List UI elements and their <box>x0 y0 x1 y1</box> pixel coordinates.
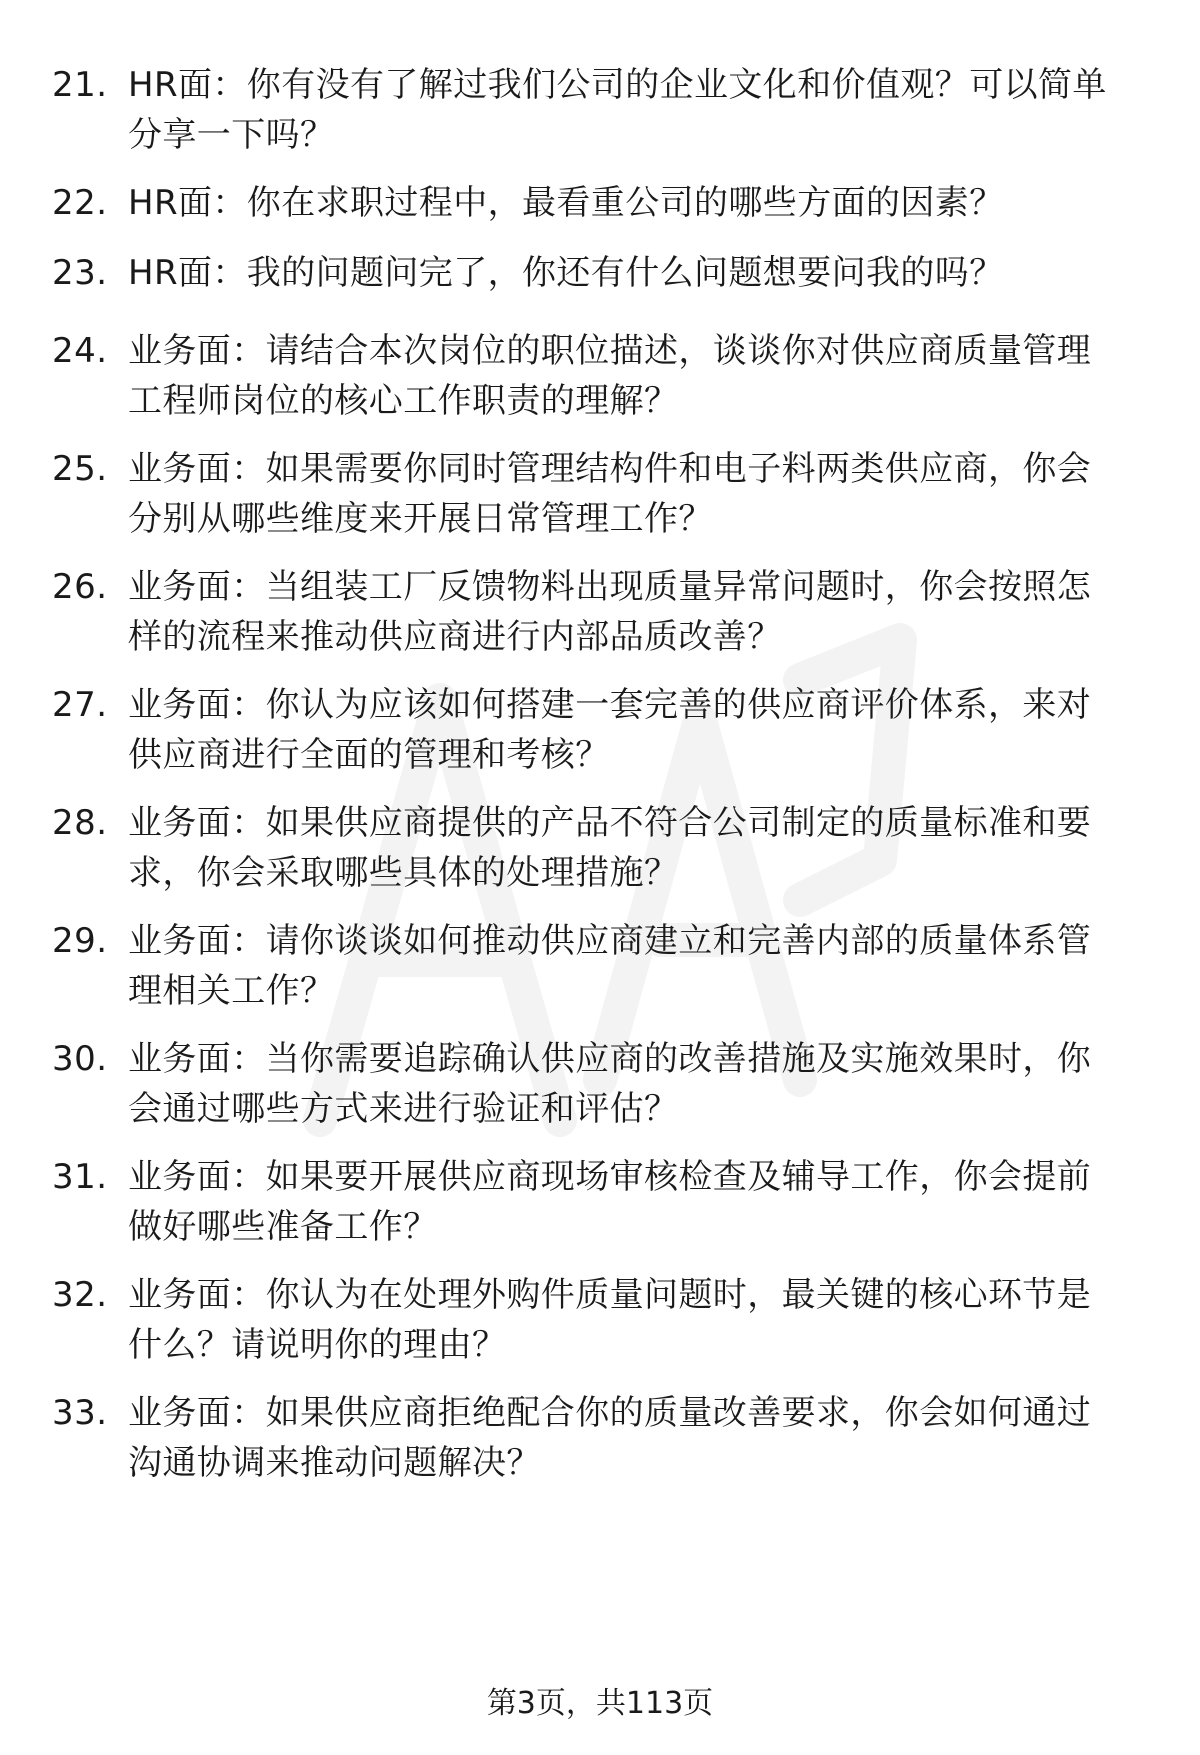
question-number: 23. <box>52 253 108 293</box>
question-text <box>128 680 1148 780</box>
page-footer: 第3页，共113页 <box>486 1686 714 1721</box>
question-text-line: 业务面：如果需要你同时管理结构件和电子料两类供应商，你会 <box>128 449 1092 489</box>
question-number: 31. <box>52 1157 108 1197</box>
question-text-line: 业务面：当组装工厂反馈物料出现质量异常问题时，你会按照怎 <box>128 567 1092 607</box>
question-text-line: 分别从哪些维度来开展日常管理工作？ <box>128 499 713 539</box>
question-text <box>128 1152 1148 1252</box>
question-text-line: HR面：你有没有了解过我们公司的企业文化和价值观？可以简单 <box>128 65 1107 105</box>
question-number: 33. <box>52 1393 108 1433</box>
question-text-line: 会通过哪些方式来进行验证和评估？ <box>128 1089 679 1129</box>
question-text <box>128 1270 1148 1370</box>
question-text-line: 理相关工作？ <box>128 971 335 1011</box>
question-text <box>128 326 1148 426</box>
question-text <box>128 916 1148 1016</box>
question-text <box>128 444 1148 544</box>
question-text <box>128 1388 1148 1488</box>
question-number: 21. <box>52 65 108 105</box>
question-text <box>128 1034 1148 1134</box>
question-text-line: 业务面：请你谈谈如何推动供应商建立和完善内部的质量体系管 <box>128 921 1092 961</box>
question-number: 30. <box>52 1039 108 1079</box>
question-number: 29. <box>52 921 108 961</box>
question-text-line: HR面：你在求职过程中，最看重公司的哪些方面的因素？ <box>128 183 1004 223</box>
question-text <box>128 562 1148 662</box>
question-text <box>128 798 1148 898</box>
question-number: 27. <box>52 685 108 725</box>
question-number: 24. <box>52 331 108 371</box>
question-number: 25. <box>52 449 108 489</box>
question-text-line: 工程师岗位的核心工作职责的理解？ <box>128 381 679 421</box>
question-text <box>128 178 1148 228</box>
question-text-line: 沟通协调来推动问题解决？ <box>128 1443 541 1483</box>
question-number: 28. <box>52 803 108 843</box>
question-text-line: 业务面：请结合本次岗位的职位描述，谈谈你对供应商质量管理 <box>128 331 1092 371</box>
question-text-line: 业务面：如果供应商拒绝配合你的质量改善要求，你会如何通过 <box>128 1393 1092 1433</box>
question-text-line: 业务面：当你需要追踪确认供应商的改善措施及实施效果时，你 <box>128 1039 1092 1079</box>
question-text-line: 做好哪些准备工作？ <box>128 1207 438 1247</box>
question-text-line: 样的流程来推动供应商进行内部品质改善？ <box>128 617 782 657</box>
question-number: 22. <box>52 183 108 223</box>
question-text-line: 供应商进行全面的管理和考核？ <box>128 735 610 775</box>
question-text-line: 业务面：如果供应商提供的产品不符合公司制定的质量标准和要 <box>128 803 1092 843</box>
question-text-line: 业务面：你认为应该如何搭建一套完善的供应商评价体系，来对 <box>128 685 1092 725</box>
question-text <box>128 60 1148 160</box>
question-number: 32. <box>52 1275 108 1315</box>
question-text-line: HR面：我的问题问完了，你还有什么问题想要问我的吗？ <box>128 253 1004 293</box>
question-text-line: 业务面：如果要开展供应商现场审核检查及辅导工作，你会提前 <box>128 1157 1092 1197</box>
question-text-line: 什么？请说明你的理由？ <box>128 1325 507 1365</box>
question-number: 26. <box>52 567 108 607</box>
question-text <box>128 248 1148 298</box>
question-text-line: 求，你会采取哪些具体的处理措施？ <box>128 853 679 893</box>
question-text-line: 业务面：你认为在处理外购件质量问题时，最关键的核心环节是 <box>128 1275 1092 1315</box>
question-text-line: 分享一下吗？ <box>128 115 335 155</box>
